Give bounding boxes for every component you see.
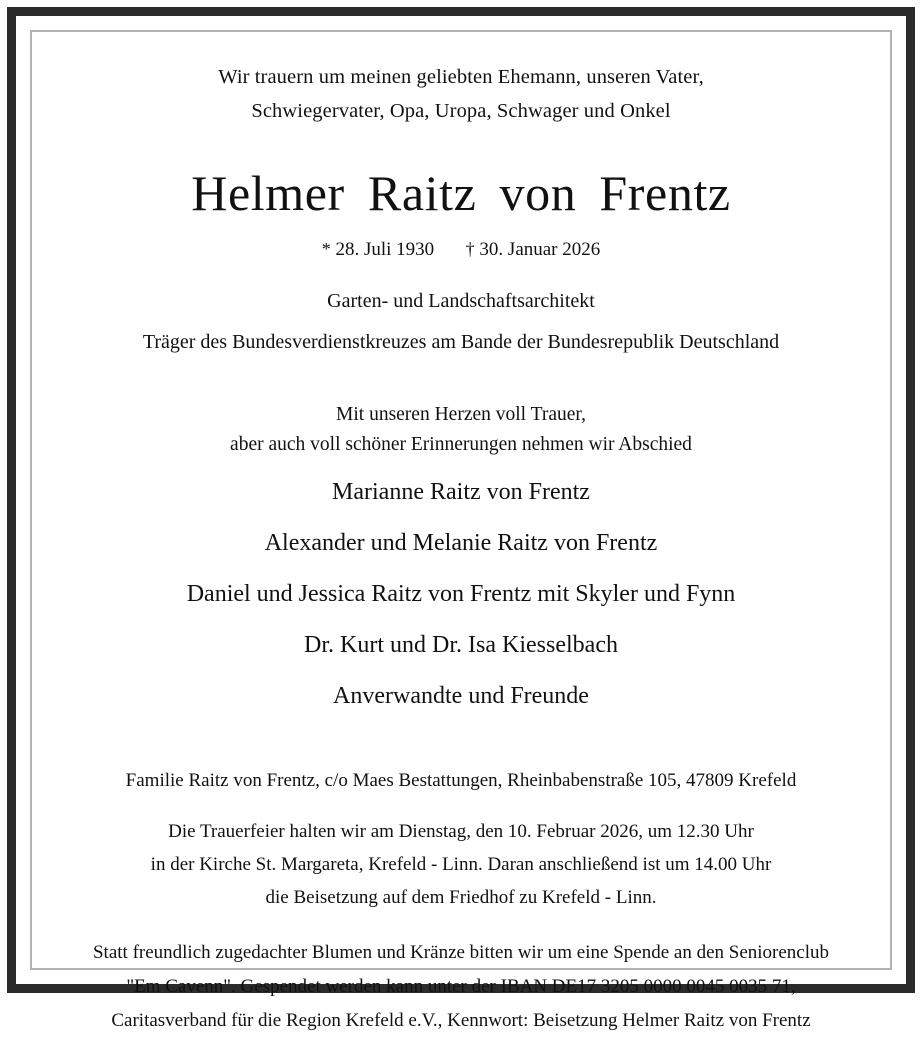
honour-line: Träger des Bundesverdienstkreuzes am Bande der Bundesrepublik Deutschland [142, 331, 780, 353]
mourner-name: Daniel und Jessica Raitz von Frentz mit Skyler und Fynn [186, 581, 736, 607]
donation-line-3: Caritasverband für die Region Krefeld e.V., Kennwort: Beisetzung Helmer Raitz von Frentz [111, 1010, 811, 1031]
profession-line: Garten- und Landschaftsarchitekt [327, 290, 595, 312]
mourner-name: Anverwandte und Freunde [333, 683, 589, 709]
farewell-text [56, 400, 866, 460]
birth-date: 28. Juli 1930 [335, 239, 435, 260]
ceremony-line-3: die Beisetzung auf dem Friedhof zu Krefeld - Linn. [265, 887, 657, 908]
intro-line-1: Wir trauern um meinen geliebten Ehemann, unseren Vater, [218, 66, 704, 88]
birth-symbol: * [321, 239, 331, 259]
obituary-inner-rule [30, 30, 892, 1031]
deceased-name: Helmer Raitz von Frentz [191, 165, 731, 221]
farewell-line-2: aber auch voll schöner Erinnerungen nehmen wir Abschied [230, 434, 692, 455]
death-symbol: † [465, 239, 475, 259]
obituary-content [32, 32, 890, 1031]
ceremony-line-2: in der Kirche St. Margareta, Krefeld - Linn. Daran anschließend ist um 14.00 Uhr [150, 854, 772, 875]
ceremony-details [56, 815, 866, 914]
contact-line: Familie Raitz von Frentz, c/o Maes Bestattungen, Rheinbabenstraße 105, 47809 Krefeld [125, 770, 797, 791]
donation-line-2: "Em Cavenn". Gespendet werden kann unter der IBAN DE17 3205 0000 0045 0035 71, [126, 976, 796, 997]
intro-text [56, 60, 866, 128]
obituary-notice-frame [7, 7, 915, 1031]
mourner-name: Dr. Kurt und Dr. Isa Kiesselbach [304, 632, 618, 658]
mourner-name: Marianne Raitz von Frentz [332, 479, 590, 505]
mourners-list [56, 476, 866, 712]
life-dates [56, 236, 866, 263]
farewell-line-1: Mit unseren Herzen voll Trauer, [336, 404, 586, 425]
intro-line-2: Schwiegervater, Opa, Uropa, Schwager und Onkel [251, 100, 671, 122]
mourner-name: Alexander und Melanie Raitz von Frentz [264, 530, 658, 556]
donation-details [56, 936, 866, 1038]
ceremony-line-1: Die Trauerfeier halten wir am Dienstag, den 10. Februar 2026, um 12.30 Uhr [168, 821, 754, 842]
death-date: 30. Januar 2026 [479, 239, 601, 260]
donation-line-1: Statt freundlich zugedachter Blumen und Kränze bitten wir um eine Spende an den Seniorenclub [92, 942, 830, 963]
